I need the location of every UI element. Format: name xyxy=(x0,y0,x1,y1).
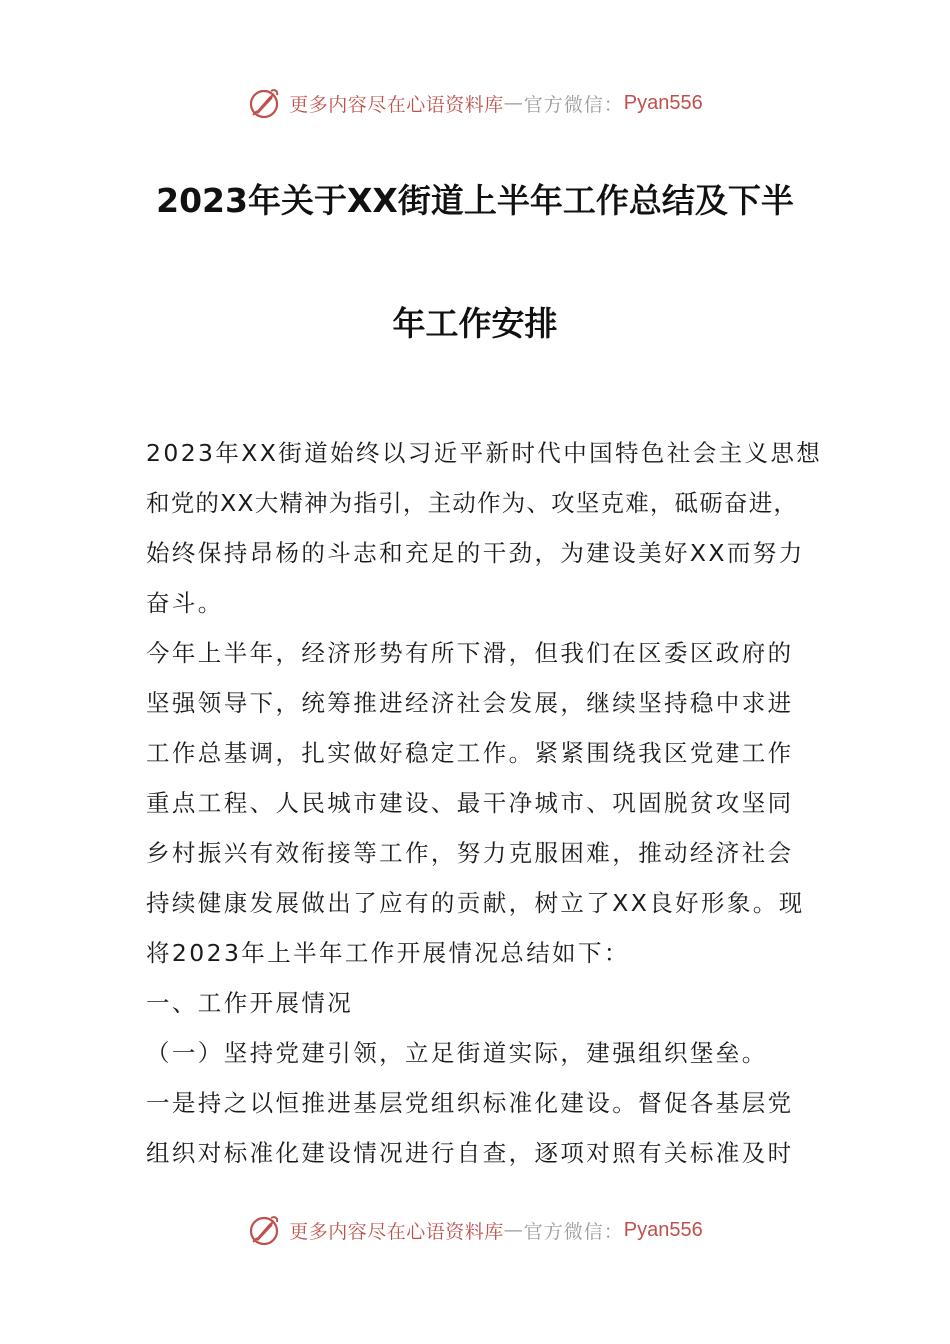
body-line: 一是持之以恒推进基层党组织标准化建设。督促各基层党 xyxy=(146,1089,794,1117)
banner-wechat-id: Pyan556 xyxy=(623,1218,703,1241)
body-line: 乡村振兴有效衔接等工作，努力克服困难，推动经济社会 xyxy=(146,839,794,867)
pen-nib-logo-icon xyxy=(247,1212,283,1248)
header-banner xyxy=(0,83,950,123)
banner-wechat-label: 官方微信： xyxy=(523,1220,624,1243)
document-title-line-2: 年工作安排 xyxy=(392,304,558,343)
footer-banner xyxy=(0,1210,950,1250)
body-line: 和党的XX大精神为指引，主动作为、攻坚克难，砥砺奋进， xyxy=(146,489,799,517)
body-line: 持续健康发展做出了应有的贡献，树立了XX良好形象。现 xyxy=(146,889,805,917)
body-line: 始终保持昂杨的斗志和充足的干劲，为建设美好XX而努力 xyxy=(146,539,805,567)
section-heading: 一、工作开展情况 xyxy=(146,989,354,1017)
body-line: 将2023年上半年工作开展情况总结如下： xyxy=(146,939,630,967)
pen-nib-logo-icon xyxy=(247,85,283,121)
body-line: 今年上半年，经济形势有所下滑，但我们在区委区政府的 xyxy=(146,639,794,667)
banner-wechat-label: 官方微信： xyxy=(523,93,624,116)
body-line: 工作总基调，扎实做好稳定工作。紧紧围绕我区党建工作 xyxy=(146,739,794,767)
banner-wechat-id: Pyan556 xyxy=(623,91,703,114)
body-line: 重点工程、人民城市建设、最干净城市、巩固脱贫攻坚同 xyxy=(146,789,794,817)
banner-text: 更多内容尽在心语资料库 xyxy=(289,93,504,116)
body-line: 坚强领导下，统筹推进经济社会发展，继续坚持稳中求进 xyxy=(146,689,794,717)
banner-text: 更多内容尽在心语资料库 xyxy=(289,1220,504,1243)
body-line: 奋斗。 xyxy=(146,589,224,617)
body-line: 2023年XX街道始终以习近平新时代中国特色社会主义思想 xyxy=(146,439,823,467)
subsection-heading: （一）坚持党建引领，立足街道实际，建强组织堡垒。 xyxy=(146,1039,768,1067)
banner-dash: — xyxy=(503,92,524,114)
document-title-line-1: 2023年关于XX街道上半年工作总结及下半 xyxy=(156,181,794,220)
body-line: 组织对标准化建设情况进行自查，逐项对照有关标准及时 xyxy=(146,1139,794,1167)
banner-dash: — xyxy=(503,1219,524,1241)
document-body xyxy=(146,428,823,1178)
